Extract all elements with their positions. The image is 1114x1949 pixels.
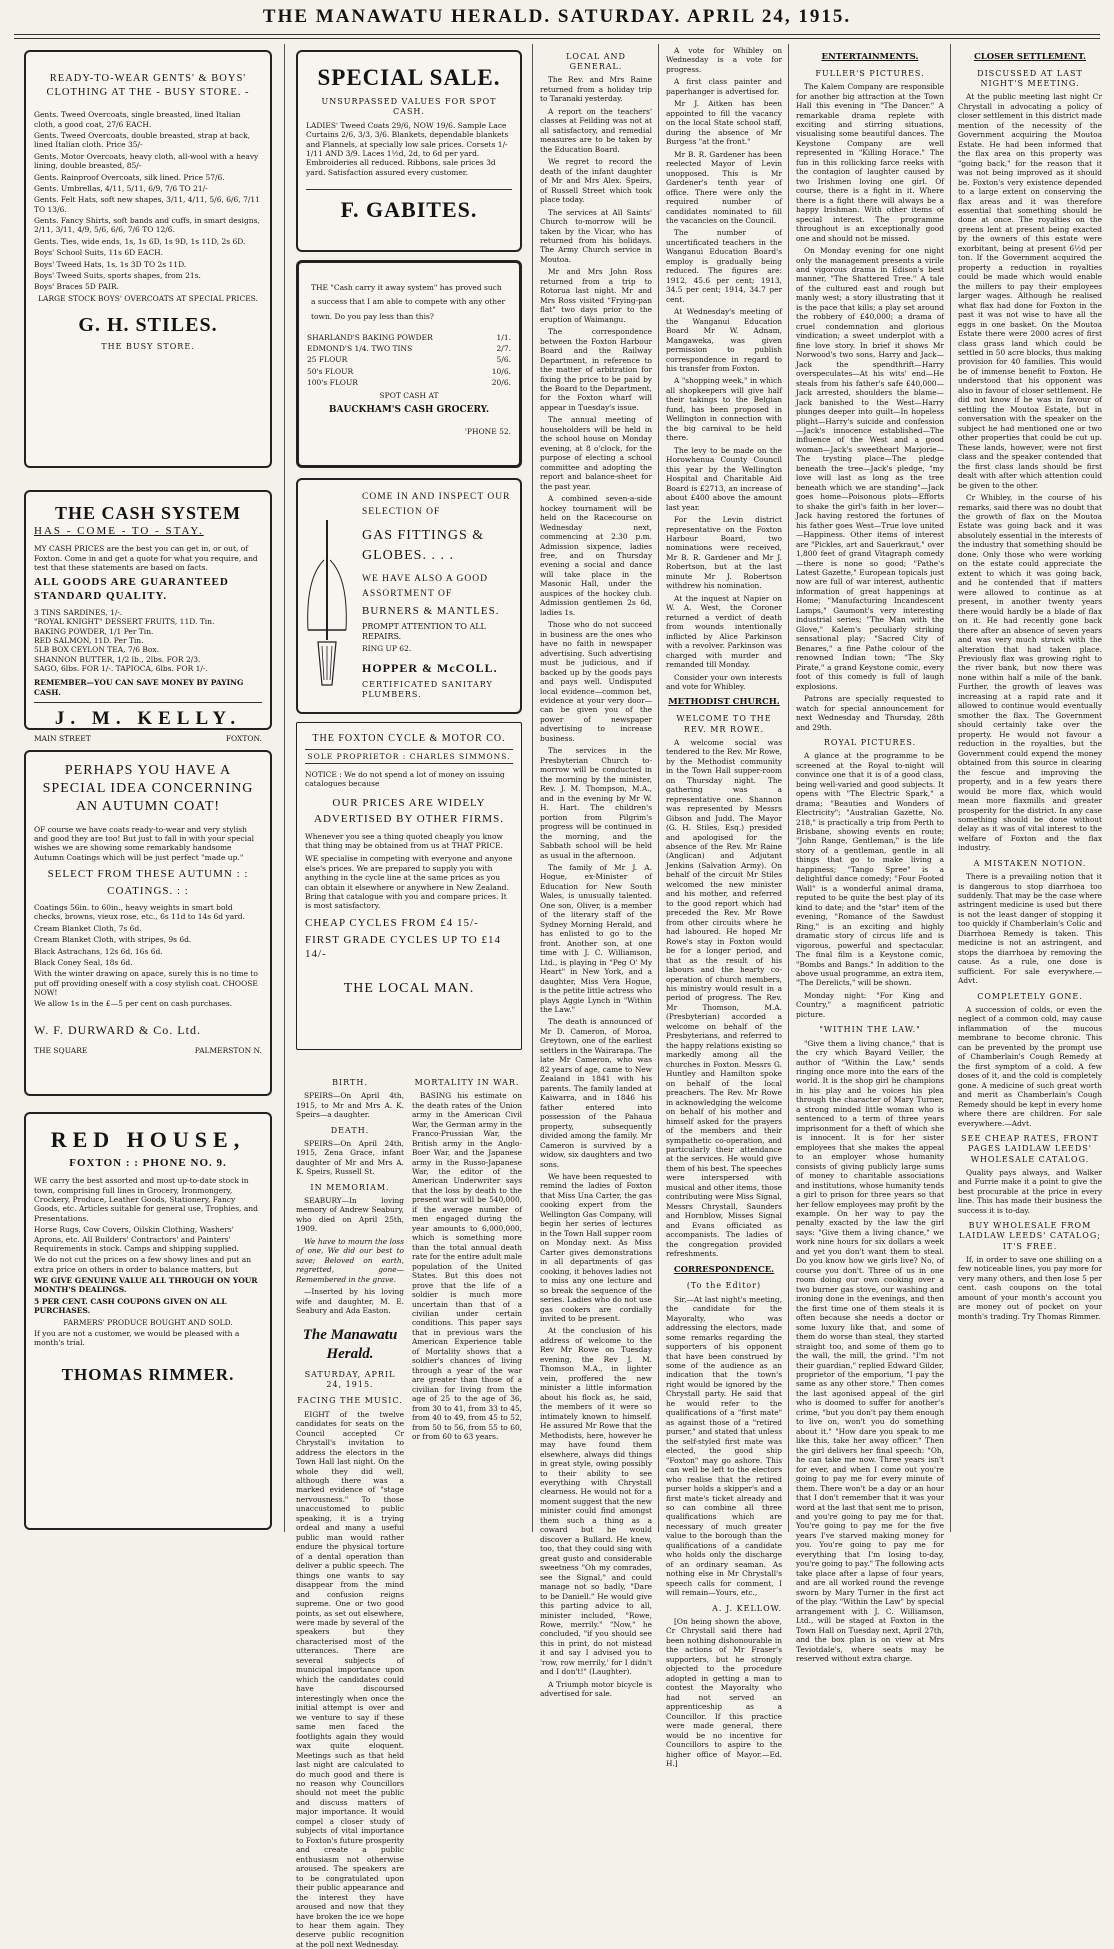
ad-kelly-item: 3 TINS SARDINES, 1/-.	[34, 607, 123, 617]
mortality-column	[412, 1072, 522, 1532]
correspondence-signature: A. J. KELLOW.	[712, 1603, 782, 1613]
ad-kelly-title: THE CASH SYSTEM	[54, 503, 242, 523]
correspondence-letter: Sir,—At last night's meeting, the candidate for the Mayoralty, who was addressing the electors, made some remarks regarding the supporters of his opponent that have been construed by some of the audience as an indication that the town's right would be ignored by the Chrystall party. He said that he would refer to the qualifications of a "first mate" as against those of a "retired purser," and stated that unless the self-styled first mate was elected, the good ship "Foxton" may go ashore. This can well be left to the electors who realise that the retired purser holds a skipper's and a first mate's ticket already and so can combine all three qualifications which are necessary of much greater value to the borough than the qualifications of a candidate who holds only the discharge of an ordinary seaman. As nothing else in Mr Chrystall's speech calls for comment, I will remain—Yours, etc.,	[666, 1294, 782, 1598]
herald-date: SATURDAY, APRIL 24, 1915.	[304, 1369, 396, 1390]
mistaken-heading: A MISTAKEN NOTION.	[973, 858, 1087, 868]
ad-cycle-title: THE FOXTON CYCLE & MOTOR CO.	[312, 733, 506, 744]
ad-rimmer-name: THOMAS RIMMER.	[61, 1364, 235, 1384]
news-item: A first class painter and paperhanger is advertised for.	[666, 77, 782, 96]
ad-gabites-body: LADIES' Tweed Coats 29/6, NOW 19/6. Sample Lace Curtains 2/6, 3/3, 3/6. Blankets, dependable blankets and Flannels, at specially low sale prices. Corsets 1/- 1/11 AND 3/9. Laces 1½d, 2d, to 6d per yard. Embroideries all reduced. Ribbons, sale prices 3d yard. Satisfaction assured every customer.	[306, 120, 509, 177]
ad-kelly-street: MAIN STREET	[34, 733, 91, 743]
fuller-article: Patrons are specially requested to watch for special announcement for next Wednesday and Thursday, 28th and 29th.	[796, 694, 944, 732]
ad-durward-item: Black Astrachans, 12s 6d, 16s 6d.	[34, 946, 163, 956]
ad-cycle-price: FIRST GRADE CYCLES UP TO £14 14/-	[305, 934, 501, 961]
settlement-article: Cr Whibley, in the course of his remarks, said there was no doubt that the growth of flax on the Moutoa Estate was going back and it was absolutely essential in the interests of the industry that something should be done. Only those who were working on the estate could appreciate the extent to which it was going back, and he contended that if matters were allowed to continue as at present, in another twenty years there would hardly be a blade of flax on it. He had recently gone back there after an absence of seven years and was very much struck with the alteration that had taken place. Previously flax was growing right to the river bank, but now there was none within half a mile of the bank. Further, the growth of leaves was increasing at a rapid rate and it allowed to continue would eventually smother the flax. The Government should certainly take over the property. He would not favour a reduction in the royalties, but the Government could expend the money obtained from this source in clearing the fescue and improving the property, and in a few years there would be more flax, which would mean more flaxmills and greater prosperity for the district. In any case something should be done without delay as it was of vital interest to the welfare of Foxton and the flax industry.	[958, 493, 1102, 853]
ad-kelly-item: SAGO, 6lbs. FOR 1/-. TAPIOCA, 6lbs. FOR 1/-.	[34, 664, 208, 673]
local-item: We regret to record the death of the infant daughter of Mr and Mrs Alex. Speirs, of Russell Street which took place today.	[540, 157, 652, 205]
masthead-rule	[14, 34, 1100, 35]
news-item: Mr B. R. Gardener has been reelected Mayor of Levin unopposed. This is Mr Gardener's tenth year of office. There were only the required number of candidates nominated to fill the vacancies on the Council.	[666, 149, 782, 225]
settlement-subheading: DISCUSSED AT LAST NIGHT'S MEETING.	[977, 68, 1083, 89]
ad-kelly-item: "ROYAL KNIGHT" DESSERT FRUITS, 11D. Tin.	[34, 617, 215, 627]
ad-cycle-notice: NOTICE : We do not spend a lot of money on issuing catalogues because	[305, 769, 505, 789]
local-heading: LOCAL AND GENERAL.	[566, 52, 626, 72]
notices-column	[296, 1072, 404, 1949]
news-item: At the inquest at Napier on W. A. West, the Coroner returned a verdict of death from wounds intentionally inflicted by Alice Parkinson with a revolver. Parkinson was charged with murder and remanded till Monday.	[666, 593, 782, 670]
ad-gabites	[296, 50, 522, 252]
ad-stiles-item: Boys' Tweed Suits, sports shapes, from 21s.	[34, 270, 201, 280]
settlement-column	[958, 46, 1102, 1532]
birth-heading: BIRTH.	[332, 1078, 368, 1087]
ad-cycle-price: CHEAP CYCLES FROM £4 15/-	[305, 916, 479, 929]
ad-stiles-item: Gents. Ties, wide ends, 1s, 1s 6D, 1s 9D, 1s 11D, 2s 6D.	[34, 236, 246, 246]
ad-rimmer-title: RED HOUSE,	[50, 1127, 246, 1152]
local-item: A report on the teachers' classes at Feilding was not at all satisfactory, and remedial measures are to be taken by the Education Board.	[540, 106, 652, 154]
ad-bauckham-row: SHARLAND'S BAKING POWDER 1/1.	[307, 332, 511, 342]
birth-notice: SPEIRS—On April 4th, 1915, to Mr and Mrs A. K. Speirs—a daughter.	[296, 1091, 404, 1120]
royal-article: A glance at the programme to be screened at the Royal to-night will convince one that it is of a good class, being well-varied and good subjects. It opens with "The Electric Spark," a drama; "Beauties and Wonders of Electricity"; "Australian Gazette, No. 218," is practically a trip from Perth to Brisbane, showing events en route; "John Range, Gentleman," is the life story of a gentleman, gentle in all things that go to make living a happiness; "Tango Spree" is a delightful dance comedy; "Four Footed Wall" is a wonderful animal drama, reputed to be quite the best play of its kind to date; and the "star" item of the evening, "Romance of the Sawdust Ring," is an exciting and highly dramatic story of circus life and is vigorous, powerful and spectacular. The final film is a Keystone comic, "Bombs and Bangs." In addition to the above usual programme, an extra item, "The Derelicts," will be shown.	[796, 751, 944, 988]
church-heading: METHODIST CHURCH.	[668, 697, 780, 708]
correspondence-subheading: (To the Editor)	[686, 1281, 762, 1291]
ad-bauckham-phone: 'PHONE 52.	[464, 426, 511, 436]
column-rule	[284, 44, 285, 1532]
ad-hopper	[296, 478, 522, 714]
ad-kelly-item: BAKING POWDER, 1/1 Per Tin.	[34, 626, 154, 636]
masthead: THE MANAWATU HERALD. SATURDAY. APRIL 24, 1915.	[262, 6, 852, 27]
gone-heading: COMPLETELY GONE.	[977, 991, 1083, 1001]
masthead-rule-lower	[14, 38, 1100, 39]
column-rule	[950, 44, 951, 1532]
law-article: "Give them a living chance," that is the cry which Bayard Veiller, the author of "Within the Law," sends ringing once more into the ears of the world. It is the shop girl he champions in his play and he voices his plea through the character of Mary Turner, a strong minded little woman who is sentenced to a term of three years imprisonment for a theft of which she is innocent. It is for her sister employees that she makes the appeal to an employer whose humanity consists of giving publicly large sums of money to charitable associations and institutions, whose humanity tends a girl to prison for three years so that her fellow employees may profit by the example. On her way to pay the penalty exacted by the law the girl says: "Give them a living chance," we work nine hours for six dollars a week and yet you don't want them to steal. Do you know how we girls live? No, of course you don't. Three of us in one room doing our own cooking over a two burner gas stove, our washing and ironing done in the evenings, and then the first time one of them steals it is often because she needs a doctor or some luxury like that, and some of them do worse than steal, they started straight too, and some of them go to the wall, the mill, the grind. "I'm not their guardian," replied Edward Gilder, proprietor of the emporium, "I pay the same as any other store." Then comes the last agonised appeal of the girl who is doomed to suffer for another's crime, "but you don't pay them enough to live on, won't you do something about it." "How dare you speak to me like this, take her away officer." Then the girl delivers her final speech: "Oh, he can take me now. Three years isn't for ever, and when I come out you're going to pay me for every minute of them. There won't be a day or an hour that I don't remember that it was your word at the last that sent me to prison, and you're going to pay me for that. You're going to pay me for the five years I've starved making money for you. You're going to pay me for everything that I'm losing to-day, you're going to pay." The following acts take place after a lapse of four years, and are all worked round the revenge sworn by Mary Turner in the first act of the play. "Within the Law" by special arrangement with J. C. Williamson, Ltd., will be staged at Foxton in the Town Hall on Tuesday next, April 27th, and the box plan is on view at Mrs Teviotdale's, where seats may be reserved without extra charge.	[796, 1038, 944, 1664]
ad-kelly-name: J. M. KELLY.	[54, 708, 242, 730]
entertainments-column	[796, 46, 944, 1664]
mortality-article: BASING his estimate on the death rates of the Union army in the American Civil War, the German army in the Franco-Prussian War, the British army in the Anglo-Boer War, and the Japanese army in the Russo-Japanese War, the editor of the American Underwriter says that the loss by death to the present war will be 540,000, if the average number of men engaged during the year amounts to 6,000,000, which is something more than the total annual death rate for the entire adult male population of the United States. But this does not prove that the life of a soldier is much more uncertain than that of a civilian under certain conditions. This paper says that in previous wars the American Experience table of Mortality shows that a soldier's chances of living through a year of the war are greater than those of a civilian for living from the age of 25 to the age of 36, from 30 to 41, from 33 to 45, from 40 to 49, from 45 to 52, from 50 to 56, from 55 to 60, or from 60 to 63 years.	[412, 1091, 522, 1442]
ad-durward-item: Coatings 56in. to 60in., heavy weights in smart bold checks, browns, vieux rose, etc., 6s 11d to 14s 6d yard.	[34, 903, 245, 922]
ad-stiles-item: Gents. Felt Hats, soft new shapes, 3/11, 4/11, 5/6, 6/6, 7/11 TO 13/6.	[34, 195, 260, 214]
herald-nameplate: The Manawatu Herald.	[302, 1326, 398, 1362]
ad-durward-item: Black Coney Seal, 18s 6d.	[34, 957, 133, 967]
ad-stiles-item: Gents. Tweed Overcoats, double breasted, strap at back, lined Italian cloth. Price 35/-	[34, 131, 251, 150]
ad-bauckham-row: EDMOND'S 1/4. TWO TINS 2/7.	[307, 344, 511, 353]
ad-rimmer-intro: WE carry the best assorted and most up-to-date stock in town, comprising full lines in Grocery, Ironmongery, Crockery, Produce, Leather Goods, Stationery, Fancy Goods, etc. Articles suitable for general use, Trophies, and Presentations.	[34, 1176, 258, 1223]
ad-kelly-remember: REMEMBER—YOU CAN SAVE MONEY BY PAYING CASH.	[34, 678, 244, 697]
local-item: The Rev. and Mrs Raine returned from a holiday trip to Taranaki yesterday.	[540, 75, 652, 104]
news-item: At Wednesday's meeting of the Wanganui Education Board Mr W. Adnam, Mangaweka, was given permission to publish correspondence in regard to his transfer from Foxton.	[666, 307, 782, 373]
gas-lamp-illustration	[304, 520, 350, 700]
local-item: A Triumph motor bicycle is advertised for sale.	[540, 1679, 652, 1699]
ad-rimmer-text: FARMERS' PRODUCE BOUGHT AND SOLD.	[63, 1317, 233, 1327]
entertainments-heading: ENTERTAINMENTS.	[821, 52, 919, 62]
news-item: A "shopping week," in which all shopkeepers will give half their takings to the Belgian fund, has been proposed in Wellington in connection with the big carnival to be held there.	[666, 376, 782, 443]
ad-hopper-line: COME IN AND INSPECT OUR SELECTION OF	[362, 492, 511, 518]
mistaken-article: There is a prevailing notion that it is dangerous to stop diarrhoea too suddenly. That may be the case where astringent medicine is used but there is not the least danger of stopping it too quickly if Chamberlain's Colic and Diarrhoea Remedy is taken. This medicine is not an astringent, and stops the diarrhoea by removing the cause. As a rule, one dose is sufficient. For sale everywhere.—Advt.	[958, 872, 1102, 986]
ad-durward-note: With the winter drawing on apace, surely this is no time to put off providing oneself with a cosy stylish coat. CHOOSE NOW!	[34, 969, 258, 998]
ad-kelly-headline: ALL GOODS ARE GUARANTEED STANDARD QUALITY.	[34, 576, 229, 602]
ad-hopper-line: GAS FITTINGS & GLOBES. . . .	[362, 528, 485, 563]
memoriam-notice: SEABURY—In loving memory of Andrew Seabury, who died on April 25th, 1909.	[296, 1195, 404, 1234]
ad-cycle-text: WE specialise in competing with everyone and anyone else's prices. We are prepared to supply you with anything in the cycle line at the same prices as you can obtain it elsewhere or anywhere in New Zealand. Bring that catalogue with you and compare prices. It is most satisfactory.	[305, 854, 513, 911]
ad-durward-item: Cream Blanket Cloth, 7s 6d.	[34, 923, 142, 933]
local-item: The correspondence between the Foxton Harbour Board and the Railway Department, in reference to the matter of arbitration for fixing the price to be paid by the Board to the Department, for the Foxton wharf will appear in Tuesday's issue.	[540, 327, 652, 412]
ad-durward	[24, 750, 272, 1096]
buy-heading: BUY WHOLESALE FROM LAIDLAW LEEDS' CATALOG; IT'S FREE.	[959, 1221, 1101, 1251]
ad-stiles-item: Gents. Umbrellas, 4/11, 5/11, 6/9, 7/6 TO 21/-	[34, 183, 208, 193]
ad-stiles-item: Gents. Tweed Overcoats, single breasted, lined Italian cloth, a good coat, 27/6 EACH.	[34, 110, 241, 129]
ad-bauckham-intro: THE "Cash carry it away system" has proved such a success that I am able to compete with any other town. Do you pay less than this?	[311, 283, 506, 321]
column-rule	[532, 44, 533, 1532]
ad-hopper-line: WE HAVE ALSO A GOOD ASSORTMENT OF	[362, 573, 488, 599]
death-notice: SPEIRS—On April 24th, 1915, Zena Grace, infant daughter of Mr and Mrs A. K. Speirs, Russell St.	[296, 1138, 404, 1177]
ad-hopper-line: RING UP 62.	[362, 643, 412, 653]
facing-article: EIGHT of the twelve candidates for seats on the Council accepted Cr Chrystall's invitation to address the electors in the Town Hall last night. On the whole they did well, although there was a marked evidence of "stage nervousness." To those unaccustomed to public speaking, it is a trying ordeal and many a useful public man would rather endure the physical torture of a dental operation than deliver a public speech. The things one wants to say disappear from the mind and confusion reigns supreme. One or two good points, as set out elsewhere, were made by several of the speakers but they characterised most of the utterances. There are several subjects of municipal importance upon which the candidates could have discoursed interestingly when once the initial attempt is over and we venture to say if these same men faced the footlights again they would wax quite eloquent. Meetings such as that held last night are calculated to do much good and there is no reason why Councillors should not meet the public and discuss matters of major importance. It would compel a closer study of subjects of vital importance to Foxton's future prosperity and create a public enthusiasm not otherwise aroused. The speakers are to be congratulated upon their public appearance and the interest they have aroused and now that they have broken the ice we hope to hear them again. They deserve public recognition at the poll next Wednesday.	[296, 1409, 404, 1949]
ad-stiles	[24, 50, 272, 468]
ad-kelly	[24, 490, 272, 743]
column-rule	[658, 44, 659, 1532]
local-item: Mr and Mrs John Ross returned from a trip to Rotorua last night. Mr and Mrs Ross visited "Frying-pan flat" two days prior to the eruption of Waimangu.	[540, 267, 652, 324]
laidlaw-article: Quality pays always, and Walker and Furrie make it a point to give the best procurable at the price in every line. This has made their business the success it is to-day.	[958, 1167, 1102, 1215]
ad-bauckham-row: 100's FLOUR 20/6.	[307, 377, 511, 387]
ad-gabites-title: SPECIAL SALE.	[317, 65, 501, 90]
ad-rimmer-place: FOXTON : : PHONE NO. 9.	[69, 1156, 227, 1169]
memoriam-heading: IN MEMORIAM.	[310, 1182, 390, 1192]
buy-article: If, in order to save one shilling on a few noticeable lines, you pay more for very many others, and then lose 5 per cent. cash coupons on the total amount of your month's account you are money out of pocket on your month's trading. Try Thomas Rimmer.	[958, 1254, 1102, 1321]
news-column	[666, 46, 782, 1768]
ad-kelly-item: 5LB BOX CEYLON TEA, 7/6 Box.	[34, 645, 160, 655]
ad-stiles-item: Boys' Tweed Hats, 1s, 1s 3D TO 2s 11D.	[34, 259, 187, 269]
ad-kelly-intro: MY CASH PRICES are the best you can get in, or out, of Foxton. Come in and get a quote for what you require, and test that these statements are based on facts.	[34, 544, 258, 572]
fuller-article: The Kalem Company are responsible for another big attraction at the Town Hall this evening in "The Dancer." A remarkable drama replete with exciting and stirring situations, visualising some beautiful dances. The Keystone Company are well represented in "Killing Horace." The fun in this rollicking farce reeks with the contagion of laughter caused by two Irishmen loving one girl. Of course, there is a fight in it. Where there is a fight there will always be a happy Irishman. With other items of special interest. The programme throughout is an exceptionally good one and should not be missed.	[796, 82, 944, 243]
gone-article: A succession of colds, or even the neglect of a common cold, may cause inflammation of the mucous membrane to become chronic. This can be prevented by the prompt use of Chamberlain's Cough Remedy at the first symptom of a cold. A few doses of it, and the cold is completely gone. A medicine of such great worth and merit as Chamberlain's Cough Remedy should be kept in every home where there are children. For sale everywhere.—Advt.	[958, 1004, 1102, 1128]
local-item: At the conclusion of his address of welcome to the Rev Mr Rowe on Tuesday evening, the Rev J. M. Thomson M.A., in lighter vein, proffered the new minister a little information about his flock as, he said, the members of it were so intimately known to himself. He assured Mr Rowe that the Methodists, here, however he may have found them elsewhere, always did things in great style, owing possibly to their ability to see everything with Chrystall clearness. He would not for a moment suggest that the new minister could find amongst them such a thing as a coward but he would discover a Bullard. He knew, too, that they could sing with great gusto and considerable sweetness "Oh my comrades, see the Signal," and could manage not so badly, "Dare to be Daniell." He would give this parting advice to all, minister included, "Rowe, Rowe, merrily." "Now," he concluded, "if you should see this in print, do not mistead it and say I advised you to 'row, row merrily,' for I didn't and I don't!" (Laughter).	[540, 1326, 652, 1677]
correspondence-heading: CORRESPONDENCE.	[673, 1264, 775, 1275]
local-general-column	[540, 46, 652, 1699]
local-item: The services at All Saints' Church to-morrow will be taken by the Vicar, who has returned from his holidays. The Army Church service in Moutoa.	[540, 207, 652, 264]
news-item: A vote for Whibley on Wednesday is a vote for progress.	[666, 46, 782, 74]
news-item: The levy to be made on the Horowhenua County Council this year by the Wellington Hospital and Charitable Aid Board is £2713, an increase of about £400 above the amount last year.	[666, 445, 782, 512]
fuller-article: On Monday evening for one night only the management presents a virile and vigorous drama in Edison's best manner, "The Shattered Tree." A tale of the cultured east and rough but manly west; a story illustrating that it is the pace that kills; a play set around the robbery of £40,000; a drama of cruel condemnation and glorious vindication; a sweet underplot with a fine love story. In brief it shows Mr Norwood's two sons, Harry and Jack—Jack the spendthrift—Harry overspeculates—At his wits' end—He steals from his father's safe £40,000—Jack arrested, shoulders the blame—Jack banished to the West—Harry plunges deeper into guilt—In hopeless plight—Harry's suicide and confession—Jack's innocence established—The influence of the West and a good woman—Jack's sweetheart Marjorie—The trysting place—The pledge beneath the tree—Jack's pledge, "my love will last as long as the tree beneath which we are standing"—Jack goes home—Poisonous plots—Efforts to shake the girl's faith in her lover—Jack having restored the fortunes of his father goes West—True love united—Happiness. Other items of interest are "Pickles, art and Sauerkraut," over 1,800 feet of grand Vitagraph comedy—there is none so good; "Pathe's Latest Gazette," European topicals just now are full of war interest, authentic information of great happenings at Home; "Manufacturing Incandescent Lamps," Gaumont's very interesting industrial series; "The Man with the Glove," Kalem's peculiarly striking sensational play; "Sacred City of Benares," a fine Pathe colour of the renowned Indian town; "The Sky Pirate," a grand Keystone comic, every foot of this comedy is full of laugh explosions.	[796, 246, 944, 691]
ad-bauckham-name: BAUCKHAM'S CASH GROCERY.	[328, 405, 490, 416]
local-item: The family of Mr J. A. Hogue, ex-Minister of Education for New South Wales, is unusually talented. One son, Oliver, is a member of the literary staff of the Sydney Morning Herald, and has enlisted to go to the front. Another son, at one time with J. C. Williamson, Ltd., is playing in "Peg O' My Heart" in New York, and a daughter, Miss Vera Hogue, is the petite little actress who plays Aggie Lynch in "Within the Law."	[540, 862, 652, 1014]
ad-stiles-title: READY-TO-WEAR GENTS' & BOYS' CLOTHING AT THE - BUSY STORE. -	[46, 73, 250, 99]
ad-hopper-line: PROMPT ATTENTION TO ALL REPAIRS.	[362, 621, 486, 641]
ad-rimmer	[24, 1112, 272, 1530]
ad-stiles-item: Gents. Fancy Shirts, soft bands and cuffs, in smart designs, 2/11, 3/11, 4/9, 5/6, 6/6, 7/6 TO 12/6.	[34, 216, 260, 235]
royal-heading: ROYAL PICTURES.	[823, 737, 917, 747]
ad-stiles-item: Gents. Rainproof Overcoats, silk lined. Price 57/6.	[34, 172, 225, 182]
news-item: Consider your own interests and vote for Whibley.	[666, 672, 782, 691]
ad-rimmer-text: Horse Rugs, Cow Covers, Oilskin Clothing, Washers' Aprons, etc. All Builders' Contractors' and Painters' Requirements in stock. Camps and shipping supplied.	[34, 1225, 239, 1253]
local-item: The services in the Presbyterian Church to-morrow will be conducted in the morning by the minister, Rev. J. M. Thompson, M.A., and in the evening by Mr W. H. Hart. The children's portion from Pilgrim's progress will be continued in the morning, and the Sabbath school will be held as usual in the afternoon.	[540, 746, 652, 860]
ad-kelly-item: RED SALMON, 11D. Per Tin.	[34, 635, 144, 645]
local-item: The death is announced of Mr D. Cameron, of Moroa, Greytown, one of the earliest settlers in the Wairarapa. The late Mr Cameron, who was 82 years of age, came to New Zealand in 1841 with his parents. The family landed at Kaiwarra, and in 1846 his father entered into possession of the Pahaua property, subsequently divided among the family. Mr Cameron is survived by a widow, six daughters and two sons.	[540, 1017, 652, 1169]
ad-kelly-town: FOXTON.	[225, 733, 262, 743]
ad-bauckham-row: 50's FLOUR 10/6.	[307, 366, 511, 376]
ad-cycle-prop: SOLE PROPRIETOR : CHARLES SIMMONS.	[305, 749, 513, 764]
memoriam-inserted: —Inserted by his loving wife and daughter, M. E. Seabury and Ada Easton.	[296, 1287, 404, 1316]
law-heading: "WITHIN THE LAW."	[819, 1025, 921, 1035]
local-item: A combined seven-a-side hockey tournament will be held on the Racecourse on Wednesday next, commencing at 2.30 p.m. Admission sixpence, ladies free, and on Thursday evening a social and dance will take place in the Masonic Hall, under the auspices of the hockey club. Admission gentlemen 2s 6d, ladies 1s.	[540, 494, 652, 617]
memoriam-verse: We have to mourn the loss of one, We did our best to save; Beloved on earth, regretted, gone—Remembered in the grave.	[296, 1236, 404, 1284]
ad-gabites-subtitle: UNSURPASSED VALUES FOR SPOT CASH.	[321, 96, 497, 116]
laidlaw-heading: SEE CHEAP RATES, FRONT PAGES LAIDLAW LEEDS' WHOLESALE CATALOG.	[961, 1134, 1099, 1164]
ad-rimmer-text: If you are not a customer, we would be pleased with a month's trial.	[34, 1328, 240, 1348]
ad-stiles-tagline: THE BUSY STORE.	[101, 342, 195, 352]
ad-bauckham	[296, 260, 522, 468]
fuller-heading: FULLER'S PICTURES.	[815, 68, 925, 78]
ad-cycle-text: Whenever you see a thing quoted cheaply you know that thing may be obtained from us at THAT PRICE.	[305, 831, 503, 850]
church-article: A welcome social was tendered to the Rev. Mr Rowe, by the Methodist community in the Town Hall supper-room on Thursday night. The gathering was a representative one. Shannon was represented by Messrs Gibson and Judd. The Mayor (G. H. Stiles, Esq.) presided and apologised for the absence of the Rev. Mr Raine (Anglican) and Adjutant Jenkins (Salvation Army). On behalf of the circuit Mr Stiles welcomed the new minister and his mother, and referred to the good report which had preceded the Rev. Mr Rowe from other circuits where he had laboured. He hoped Mr Rowe's stay in Foxton would be for a longer period, and that as the result of his labours and the hearty co-operation of church members, his ministry would result in a period of progress. The Rev. Mr Thomson, M.A. (Presbyterian) accorded a welcome on behalf of the Presbyterians, and referred to the happy relations existing so markedly among all the churches in Foxton. Messrs G. Huntley and Hamilton spoke on behalf of the local preachers. The Rev. Mr Rowe in acknowledging the welcome on behalf of his mother and himself asked for the prayers of the members and their sympathetic co-operation, and particularly their attendance at the services. He would give them of his best. The speeches were interspersed with musical and other items, those contributing were Miss Signal, Messrs Chrystall, Saunders and Hornblow, Misses Signal and Evans officiated as accompanists. The ladies of the congregation provided refreshments.	[666, 737, 782, 1259]
ad-durward-town: PALMERSTON N.	[194, 1045, 262, 1055]
ad-kelly-subtitle: HAS - COME - TO - STAY.	[34, 524, 204, 537]
ad-stiles-item: LARGE STOCK BOYS' OVERCOATS AT SPECIAL PRICES.	[38, 293, 258, 303]
news-item: The number of uncertificated teachers in the Wanganui Education Board's employ is gradually being reduced. The figures are: 1912, 45.6 per cent; 1913, 34.5 per cent; 1914, 34.7 per cent.	[666, 228, 782, 304]
ad-stiles-name: G. H. STILES.	[78, 314, 218, 337]
ad-rimmer-text: 5 PER CENT. CASH COUPONS GIVEN ON ALL PURCHASES.	[34, 1296, 227, 1316]
mortality-heading: MORTALITY IN WAR.	[414, 1078, 520, 1087]
ad-cycle-head: OUR PRICES ARE WIDELY ADVERTISED BY OTHER FIRMS.	[314, 796, 504, 826]
news-item: For the Levin district representative on the Foxton Harbour Board, two nominations were received, Mr B. R. Gardener and Mr J. Robertson, but at the last minute Mr J. Robertson withdrew his nomination.	[666, 515, 782, 591]
ad-stiles-item: Gents. Motor Overcoats, heavy cloth, all-wool with a heavy lining, double breasted, 85/-	[34, 151, 259, 171]
ad-hopper-tag: CERTIFICATED SANITARY PLUMBERS.	[362, 680, 493, 700]
local-item: Those who do not succeed in business are the ones who have no faith in newspaper advertising. Such advertising must be judicious, and if backed up by the goods pays and pays well. Undisputed local evidence—common bet, evidence at your very door—can be given you of the power of newspaper advertising to increase business.	[540, 620, 652, 743]
local-item: The annual meeting of householders will be held in the school house on Monday evening, at 8 o'clock, for the purpose of electing a school committee and adopting the report and balance-sheet for the past year.	[540, 415, 652, 491]
ad-durward-street: THE SQUARE	[34, 1045, 88, 1055]
correspondence-note: [On being shown the above, Cr Chrystall said there had been nothing dishonourable in the actions of Mr Fraser's supporters, but he strongly objected to the procedure adopted in getting a man to contest the Mayoralty who had not served an apprenticeship as a Councillor. If this practice were made general, there would be no incentive for Councillors to aspire to the higher office of Mayor.—Ed. H.]	[666, 1616, 782, 1768]
death-heading: DEATH.	[330, 1125, 370, 1135]
ad-gabites-name: F. GABITES.	[340, 197, 478, 222]
ad-hopper-line: BURNERS & MANTLES.	[362, 604, 500, 617]
column-rule	[788, 44, 789, 1532]
ad-cycle	[296, 722, 522, 1050]
ad-bauckham-row: 25 FLOUR 5/6.	[307, 355, 511, 365]
ad-durward-item: Cream Blanket Cloth, with stripes, 9s 6d.	[34, 935, 192, 945]
ad-hopper-name: HOPPER & McCOLL.	[362, 661, 498, 676]
ad-kelly-item: SHANNON BUTTER, 1/2 lb., 2lbs. FOR 2/3.	[34, 654, 201, 664]
ad-stiles-item: Boys' School Suits, 11s 6D EACH.	[34, 248, 164, 258]
ad-cycle-name: THE LOCAL MAN.	[343, 980, 475, 996]
ad-durward-intro: OF course we have coats ready-to-wear and very stylish and good they are too! But just to fall in with your special wishes we are showing some remarkably handsome Autumn Coatings which will be just perfect "made up."	[34, 824, 254, 862]
news-item: Mr J. Aitken has been appointed to fill the vacancy on the local State school staff, during the absence of Mr Burgess "at the front."	[666, 99, 782, 147]
settlement-article: At the public meeting last night Cr Chrystall in advocating a policy of closer settlement in this district made mention of the necessity of the Government acquiring the Moutoa Estate. He had been informed that the flax area on this property was "going back," for the reason that it was not being improved as it should be. Foxton's very existence depended to a large extent on conserving the flax areas and it was therefore essential that something should be done at once. The royalties on the greens lent at present being exacted by the owners of this estate were exorbitant, being at present 6½d per ton. If the Government acquired the property a reduction in royalties could be made which would enable the millers to pay their employees larger wages. Although he realised what flax had done for Foxton in the past it was not wise to have all the eggs in one basket. On the Moutoa Estate there were 2000 acres of first class grass land which could be settled in 50 acre blocks, thus making provision for 40 families. This would be of immense benefit to Foxton. He understood that his opponent was also in favour of closer settlement. He did not know if he was in favour of settling the Moutoa Estate, but in conversation with the speaker on the subject he had mentioned one or two other properties that could be cut up. These lands, however, were not first class and the speaker contended that the first class lands should be first dealt with after which attention could be given to the other.	[958, 92, 1102, 490]
ad-rimmer-text: WE GIVE GENUINE VALUE ALL THROUGH ON YOUR MONTH'S DEALINGS.	[34, 1276, 258, 1295]
ad-bauckham-cash: SPOT CASH AT	[379, 391, 439, 400]
ad-durward-note: We allow 1s in the £—5 per cent on cash purchases.	[34, 999, 232, 1009]
settlement-heading: CLOSER SETTLEMENT.	[973, 52, 1087, 62]
local-item: We have been requested to remind the ladies of Foxton that Miss Una Carter, the gas cooking expert from the Wellington Gas Company, will begin her series of lectures in the Town Hall supper room on Monday next. As Miss Carter gives demonstrations in all departments of gas cooking, it behoves ladies not to miss any one lecture and so break the sequence of the series. Ladies who do not use gas cookers are cordially invited to be present.	[540, 1171, 652, 1323]
ad-durward-name: W. F. DURWARD & Co. Ltd.	[34, 1022, 201, 1037]
ad-rimmer-text: We do not cut the prices on a few showy lines and put an extra price on others in order to balance matters, but	[34, 1255, 252, 1274]
ad-durward-title: PERHAPS YOU HAVE A SPECIAL IDEA CONCERNING AN AUTUMN COAT!	[42, 763, 254, 815]
facing-heading: FACING THE MUSIC.	[297, 1396, 403, 1406]
ad-stiles-item: Boys' Braces 5D PAIR.	[34, 282, 119, 292]
royal-article: Monday night: "For King and Country," a magnificent patriotic picture.	[796, 990, 944, 1019]
church-subheading: WELCOME TO THE REV. MR ROWE.	[676, 714, 772, 734]
ad-durward-headline: SELECT FROM THESE AUTUMN : : COATINGS. : :	[47, 868, 249, 897]
